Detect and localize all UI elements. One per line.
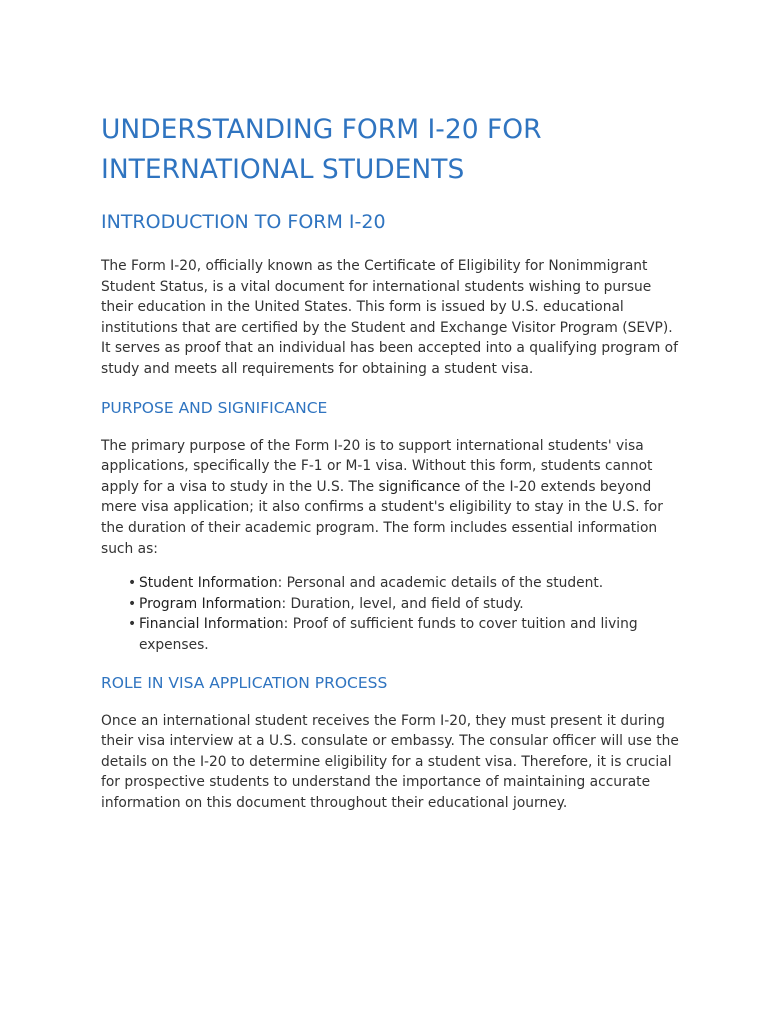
information-list: [101, 573, 681, 655]
list-item-term: Student Information: [139, 575, 278, 592]
list-item-text: : Proof of sufficient funds to cover tuition and living expenses.: [139, 616, 638, 653]
subheading-role: ROLE IN VISA APPLICATION PROCESS: [101, 673, 388, 692]
list-item-program-information: [128, 594, 681, 615]
document-title: UNDERSTANDING FORM I-20 FOR INTERNATIONAL STUDENTS: [101, 114, 542, 185]
document-page: [101, 110, 681, 813]
bullet-icon: •: [128, 616, 137, 633]
bullet-icon: •: [128, 595, 137, 612]
purpose-paragraph-part1: The primary purpose of the Form I-20 is to support international students' visa applications, specifically the F-1 or M-1 visa. Without this form, students cannot apply for a visa to study in the U.S. The: [101, 437, 653, 495]
purpose-paragraph-part2: of the I-20 extends beyond mere visa application; it also confirms a student's eligibility to stay in the U.S. for the duration of their academic program. The form includes essential information such as:: [101, 478, 663, 557]
section-heading-introduction: INTRODUCTION TO FORM I-20: [101, 211, 386, 233]
list-item-term: Program Information: [139, 595, 282, 612]
list-item-financial-information: [128, 614, 681, 655]
purpose-paragraph: [101, 436, 681, 560]
subheading-purpose: PURPOSE AND SIGNIFICANCE: [101, 398, 328, 417]
bullet-icon: •: [128, 575, 137, 592]
list-item-term: Financial Information: [139, 616, 284, 633]
list-item-text: : Duration, level, and field of study.: [281, 595, 524, 612]
introduction-paragraph: The Form I-20, officially known as the Certificate of Eligibility for Nonimmigrant Student Status, is a vital document for international students wishing to pursue their education in the United States. This form is issued by U.S. educational institutions that are certified by the Student and Exchange Visitor Program (SEVP). It serves as proof that an individual has been accepted into a qualifying program of study and meets all requirements for obtaining a student visa.: [101, 258, 678, 377]
role-paragraph: Once an international student receives the Form I-20, they must present it during their visa interview at a U.S. consulate or embassy. The consular officer will use the details on the I-20 to determine eligibility for a student visa. Therefore, it is crucial for prospective students to understand the importance of maintaining accurate information on this document throughout their educational journey.: [101, 712, 679, 811]
list-item-student-information: [128, 573, 681, 594]
significance-term: significance: [378, 478, 461, 495]
list-item-text: : Personal and academic details of the student.: [277, 575, 604, 592]
